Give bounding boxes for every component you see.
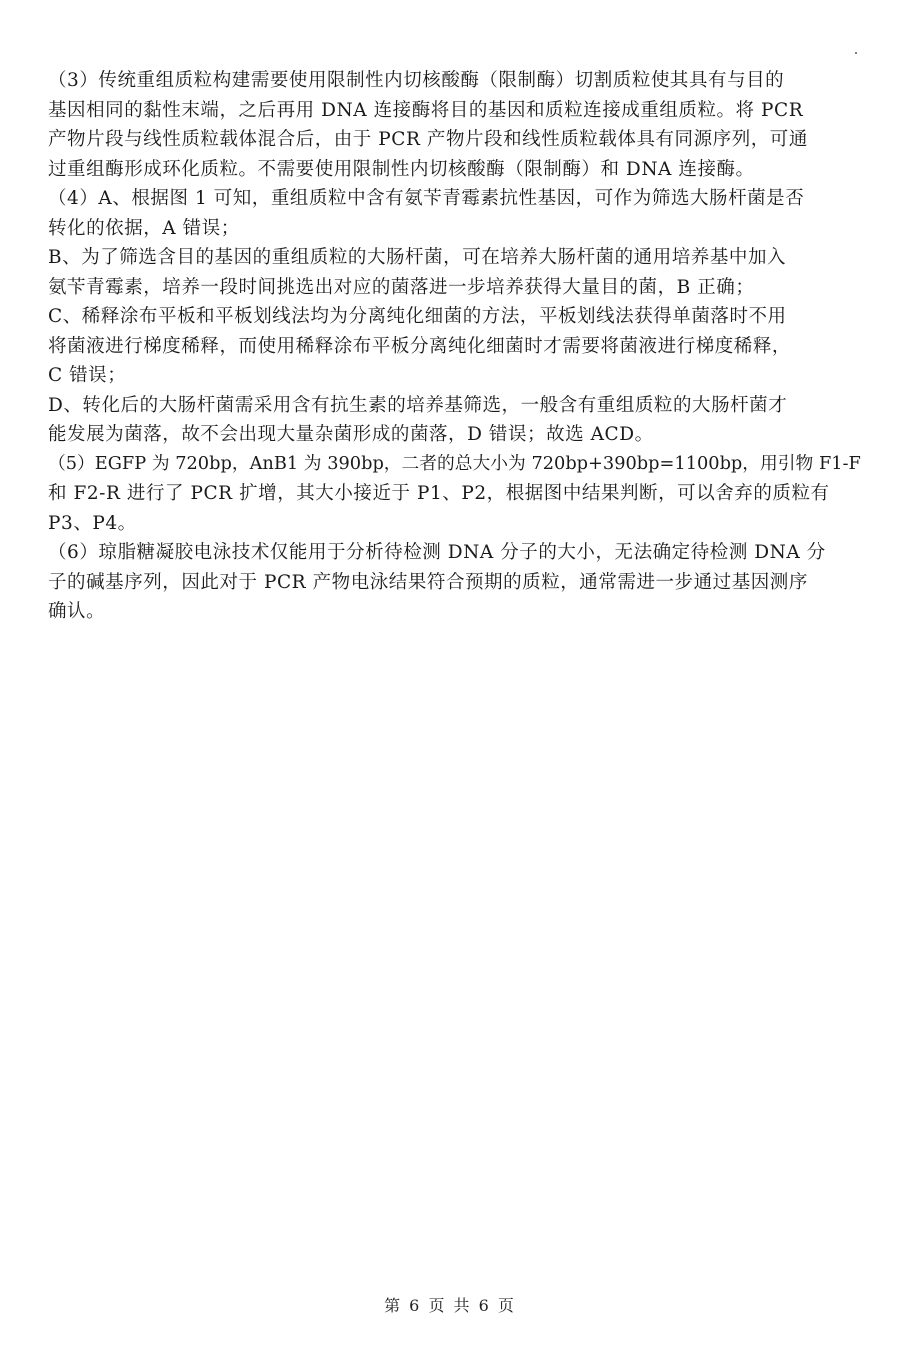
text-line: 转化的依据，A 错误； [48,217,240,239]
text-line: P3、P4。 [48,512,137,534]
page-footer: 第 6 页 共 6 页 [384,1296,516,1315]
text-line: C、稀释涂布平板和平板划线法均为分离纯化细菌的方法，平板划线法获得单菌落时不用 [48,306,787,327]
text-line: D、转化后的大肠杆菌需采用含有抗生素的培养基筛选，一般含有重组质粒的大肠杆菌才 [48,394,788,416]
text-line: （3）传统重组质粒构建需要使用限制性内切核酸酶（限制酶）切割质粒使其具有与目的 [48,70,785,91]
scan-speck [855,52,857,54]
text-line: 过重组酶形成环化质粒。不需要使用限制性内切核酸酶（限制酶）和 DNA 连接酶。 [48,158,755,180]
text-line: 基因相同的黏性末端，之后再用 DNA 连接酶将目的基因和质粒连接成重组质粒。将 PCR [48,99,804,121]
text-line: 产物片段与线性质粒载体混合后，由于 PCR 产物片段和线性质粒载体具有同源序列，可通 [48,129,808,150]
text-line: 将菌液进行梯度稀释，而使用稀释涂布平板分离纯化细菌时才需要将菌液进行梯度稀释， [48,335,791,357]
text-line: 和 F2-R 进行了 PCR 扩增，其大小接近于 P1、P2，根据图中结果判断，可以舍弃的质粒有 [48,483,830,504]
text-line: （5）EGFP 为 720bp，AnB1 为 390bp，二者的总大小为 720bp+390bp=1100bp，用引物 F1-F [48,453,861,474]
text-line: （6）琼脂糖凝胶电泳技术仅能用于分析待检测 DNA 分子的大小，无法确定待检测 DNA 分 [48,542,826,563]
answer-text-body [48,66,864,627]
text-line: （4）A、根据图 1 可知，重组质粒中含有氨苄青霉素抗性基因，可作为筛选大肠杆菌是否 [48,188,805,209]
text-line: 确认。 [48,601,106,622]
text-line: 氨苄青霉素，培养一段时间挑选出对应的菌落进一步培养获得大量目的菌，B 正确； [48,276,755,298]
text-line: C 错误； [48,365,127,386]
text-line: B、为了筛选含目的基因的重组质粒的大肠杆菌，可在培养大肠杆菌的通用培养基中加入 [48,247,787,268]
text-line: 子的碱基序列，因此对于 PCR 产物电泳结果符合预期的质粒，通常需进一步通过基因测序 [48,571,808,593]
text-line: 能发展为菌落，故不会出现大量杂菌形成的菌落，D 错误；故选 ACD。 [48,424,654,445]
